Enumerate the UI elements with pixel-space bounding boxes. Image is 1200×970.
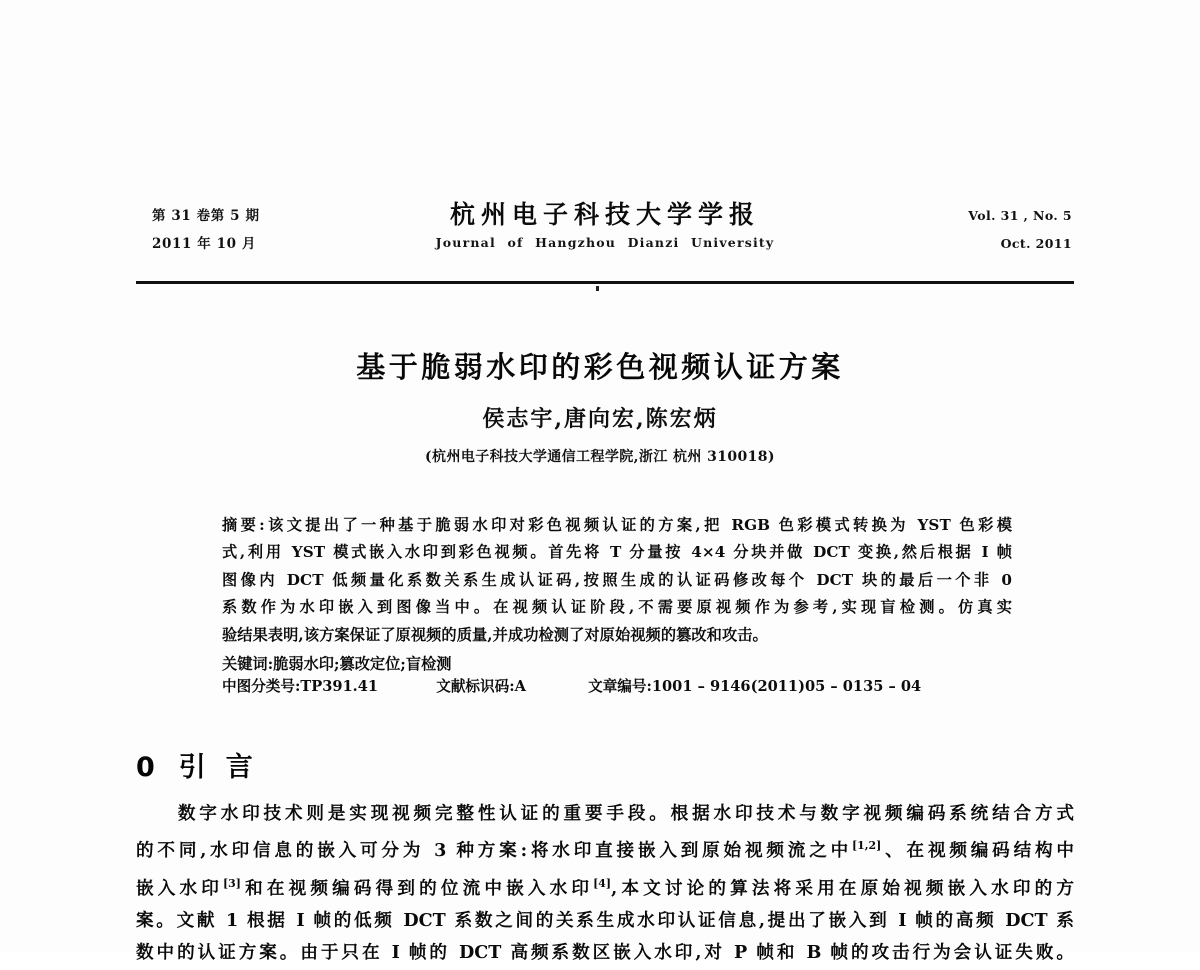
- section-heading-introduction: [136, 745, 255, 784]
- body-text: 数中的认证方案。由于只在 I 帧的 DCT 高频系数区嵌入水印,对 P 帧和 B 帧的攻击行为会认证失败。: [136, 942, 1074, 964]
- citation-ref: [3]: [223, 876, 241, 890]
- article-authors: 侯志宇,唐向宏,陈宏炳: [482, 406, 718, 432]
- divider-center-mark: [596, 286, 599, 291]
- article-title: 基于脆弱水印的彩色视频认证方案: [356, 350, 844, 384]
- body-line: [136, 937, 1074, 969]
- abstract-line-last: 验结果表明,该方案保证了原视频的质量,并成功检测了对原始视频的篡改和攻击。: [222, 625, 768, 644]
- issue-date-line: 2011 年 10 月: [152, 236, 257, 252]
- body-text: ,本文讨论的算法将采用在原始视频嵌入水印的方: [611, 877, 1074, 899]
- classification-line: [222, 675, 1022, 696]
- body-text: 案。文献 1 根据 I 帧的低频 DCT 系数之间的关系生成水印认证信息,提出了嵌入到 I 帧的高频 DCT 系: [136, 909, 1074, 931]
- body-line: [136, 868, 1074, 905]
- abstract-line: 系数作为水印嵌入到图像当中。在视频认证阶段,不需要原视频作为参考,实现盲检测。仿真实: [222, 598, 1012, 617]
- citation-ref: [1,2]: [852, 839, 882, 853]
- journal-name-chinese: 杭州电子科技大学学报: [449, 200, 760, 229]
- body-line: [136, 905, 1074, 937]
- body-text: 的不同,水印信息的嵌入可分为 3 种方案:将水印直接嵌入到原始视频流之中: [136, 840, 853, 862]
- abstract-line: 图像内 DCT 低频量化系数关系生成认证码,按照生成的认证码修改每个 DCT 块的最后一个非 0: [222, 570, 1012, 589]
- keywords-line: 关键词:脆弱水印;篡改定位;盲检测: [222, 655, 452, 674]
- body-text: 嵌入水印: [136, 877, 224, 899]
- citation-ref: [4]: [593, 876, 612, 890]
- body-paragraph-introduction: [136, 798, 1074, 970]
- masthead-divider-rule: [136, 281, 1074, 284]
- body-text: 数字水印技术则是实现视频完整性认证的重要手段。根据水印技术与数字视频编码系统结合方式: [174, 803, 1074, 824]
- body-text: 和在视频编码得到的位流中嵌入水印: [240, 877, 594, 899]
- masthead-right-issue: [968, 202, 1072, 258]
- issue-date-line-english: Oct. 2011: [1000, 236, 1072, 251]
- body-text: 、在视频编码结构中: [881, 840, 1074, 862]
- clc-number: 中图分类号:TP391.41: [222, 678, 379, 695]
- abstract-block: [222, 512, 1012, 678]
- abstract-line: 摘要:该文提出了一种基于脆弱水印对彩色视频认证的方案,把 RGB 色彩模式转换为 YST 色彩模: [222, 516, 1012, 534]
- journal-name-english: Journal of Hangzhou Dianzi University: [435, 235, 775, 250]
- section-number: 0: [136, 752, 157, 783]
- masthead-center-journal: [130, 198, 1080, 254]
- volume-issue-line-english: Vol. 31 , No. 5: [968, 208, 1072, 223]
- section-title-char-1: 引: [178, 752, 208, 783]
- article-number: 文章编号:1001 – 9146(2011)05 – 0135 – 04: [588, 678, 922, 695]
- document-code: 文献标识码:A: [436, 678, 526, 695]
- body-line: [136, 830, 1074, 867]
- body-line: [136, 798, 1074, 830]
- section-title-char-2: 言: [225, 752, 255, 783]
- abstract-line: 式,利用 YST 模式嵌入水印到彩色视频。首先将 T 分量按 4×4 分块并做 DCT 变换,然后根据 I 帧: [222, 543, 1012, 562]
- volume-issue-line: 第 31 卷第 5 期: [152, 208, 260, 224]
- article-affiliation: (杭州电子科技大学通信工程学院,浙江 杭州 310018): [425, 449, 775, 465]
- journal-masthead: [130, 198, 1080, 270]
